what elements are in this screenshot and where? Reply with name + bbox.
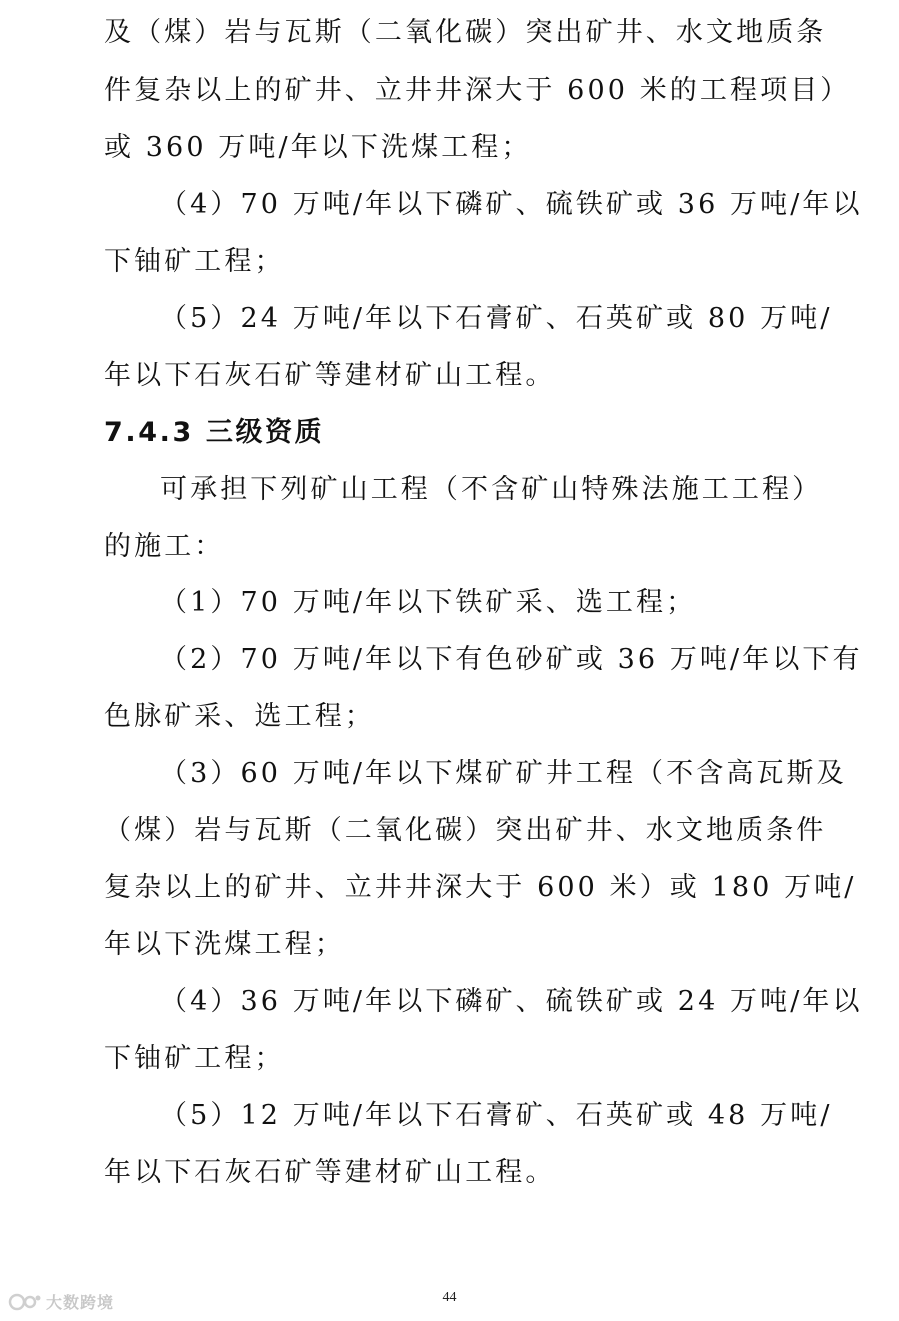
list-item-4b: （4）36 万吨/年以下磷矿、硫铁矿或 24 万吨/年以 [160, 986, 863, 1017]
list-item-1: （1）70 万吨/年以下铁矿采、选工程； [160, 587, 697, 618]
list-item-2: （2）70 万吨/年以下有色砂矿或 36 万吨/年以下有 [160, 644, 863, 675]
text-line: 件复杂以上的矿井、立井井深大于 600 米的工程项目） [104, 75, 851, 106]
text-line: 年以下石灰石矿等建材矿山工程。 [104, 1157, 556, 1188]
list-item-3: （3）60 万吨/年以下煤矿矿井工程（不含高瓦斯及 [160, 758, 847, 789]
section-heading: 7.4.3 三级资质 [104, 417, 325, 448]
paragraph-intro: 可承担下列矿山工程（不含矿山特殊法施工工程） [160, 474, 823, 505]
list-item-5b: （5）12 万吨/年以下石膏矿、石英矿或 48 万吨/ [160, 1100, 833, 1131]
text-line: （煤）岩与瓦斯（二氧化碳）突出矿井、水文地质条件 [104, 815, 827, 846]
text-line: 复杂以上的矿井、立井井深大于 600 米）或 180 万吨/ [104, 872, 857, 903]
list-item-4: （4）70 万吨/年以下磷矿、硫铁矿或 36 万吨/年以 [160, 189, 863, 220]
text-line: 年以下洗煤工程； [104, 929, 345, 960]
text-line: 色脉矿采、选工程； [104, 701, 375, 732]
text-line: 的施工： [104, 531, 225, 562]
text-line: 或 360 万吨/年以下洗煤工程； [104, 132, 532, 163]
list-item-5: （5）24 万吨/年以下石膏矿、石英矿或 80 万吨/ [160, 303, 833, 334]
text-line: 下铀矿工程； [104, 246, 285, 277]
text-line: 及（煤）岩与瓦斯（二氧化碳）突出矿井、水文地质条 [104, 17, 827, 48]
watermark-text: 大数跨境 [46, 1293, 115, 1312]
page-number: 44 [442, 1290, 457, 1305]
text-line: 年以下石灰石矿等建材矿山工程。 [104, 360, 556, 391]
text-line: 下铀矿工程； [104, 1043, 285, 1074]
